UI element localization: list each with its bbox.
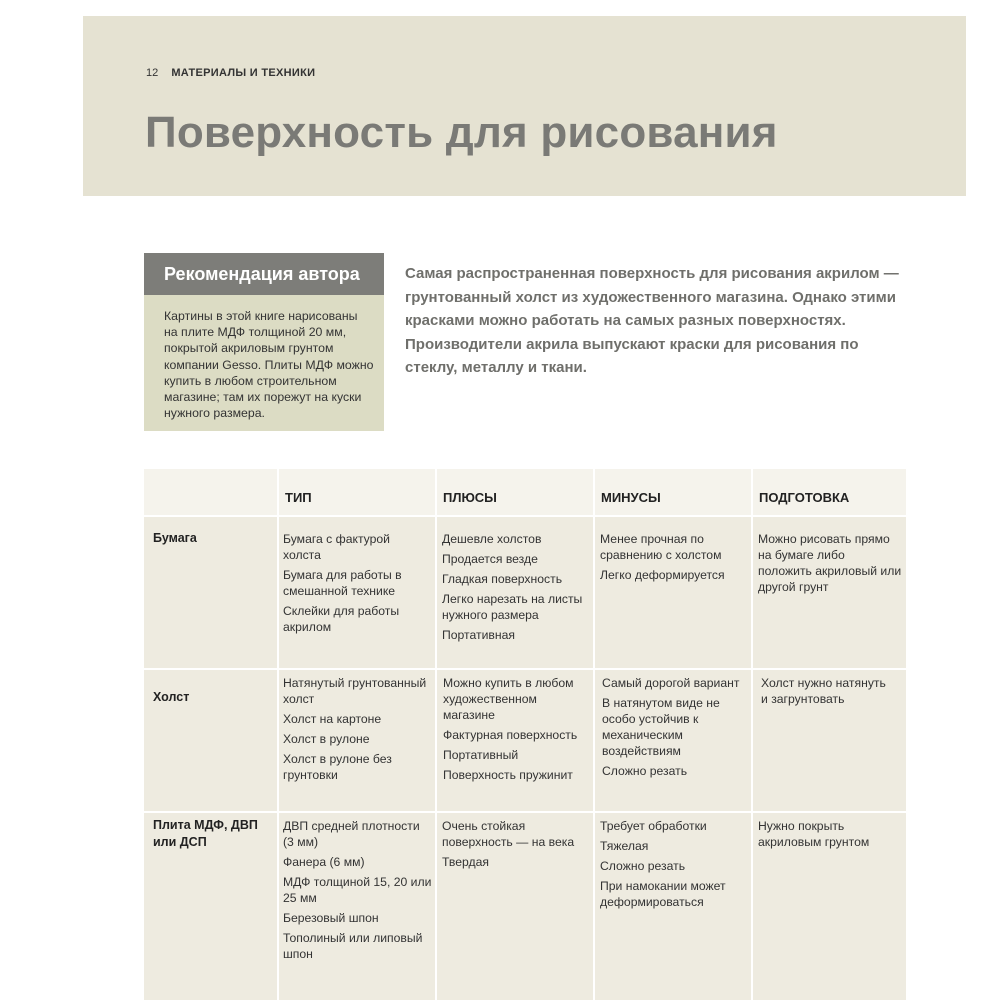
page-title: Поверхность для рисования [145,108,778,157]
surfaces-table [144,469,906,1000]
cell-paper-cons [600,531,740,587]
intro-paragraph: Самая распространенная поверхность для рисования акрилом — грунтованный холст из художественного магазина. Однако этими красками можно работать на самых разных поверхностях. Производители акрила выпускают краски для рисования по стеклу, металлу и ткани. [405,265,899,376]
running-head [146,67,315,79]
cell-canvas-prep [761,675,896,711]
list-item: Самый дорогой вариант [602,676,740,690]
list-item: Гладкая поверхность [442,572,563,586]
list-item: Тополиный или липовый шпон [283,931,423,961]
cell-board-pros [442,818,582,874]
list-item: МДФ толщиной 15, 20 или 25 мм [283,875,432,905]
row-label-board: Плита МДФ, ДВП или ДСП [153,818,258,849]
recommendation-text: Картины в этой книге нарисованы на плите МДФ толщиной 20 мм, покрытой акриловым грунтом компании Gesso. Плиты МДФ можно купить в любом строительном магазине; там их порежут на куски нужного размера. [164,309,374,421]
cell-paper-pros [442,531,590,647]
list-item: Можно рисовать прямо на бумаге либо положить акриловый или другой грунт [758,532,902,594]
col-divider [751,469,753,1000]
list-item: Поверхность пружинит [443,768,573,782]
list-item: Фактурная поверхность [443,728,578,742]
cell-canvas-type [283,675,431,787]
cell-canvas-cons [602,675,742,783]
list-item: В натянутом виде не особо устойчив к механическим воздействиям [602,696,720,758]
list-item: Сложно резать [602,764,688,778]
list-item: Натянутый грунтованный холст [283,676,427,706]
col-divider [277,469,279,1000]
list-item: Склейки для работы акрилом [283,604,400,634]
cell-board-type [283,818,433,966]
list-item: Портативный [443,748,519,762]
list-item: Твердая [442,855,490,869]
list-item: Нужно покрыть акриловым грунтом [758,819,870,849]
cell-board-cons [600,818,740,914]
cell-paper-type [283,531,431,639]
cell-board-prep [758,818,888,854]
row-divider [144,811,906,813]
author-recommendation-box [144,253,384,431]
page-number: 12 [146,67,159,79]
list-item: Холст в рулоне без грунтовки [283,752,392,782]
list-item: Фанера (6 мм) [283,855,365,869]
list-item: Легко нарезать на листы нужного размера [442,592,583,622]
cell-canvas-pros [443,675,591,787]
list-item: Бумага с фактурой холста [283,532,390,562]
row-divider [144,515,906,517]
list-item: Бумага для работы в смешанной технике [283,568,402,598]
list-item: Холст на картоне [283,712,382,726]
row-label-paper: Бумага [153,531,197,545]
list-item: Можно купить в любом художественном магазине [443,676,574,722]
section-title: МАТЕРИАЛЫ И ТЕХНИКИ [171,67,316,79]
list-item: Продается везде [442,552,538,566]
col-header-pros: ПЛЮСЫ [437,469,593,515]
list-item: Дешевле холстов [442,532,542,546]
col-divider [435,469,437,1000]
list-item: ДВП средней плотности (3 мм) [283,819,420,849]
list-item: Очень стойкая поверхность — на века [442,819,575,849]
row-label-canvas: Холст [153,690,190,704]
header-corner [144,469,277,515]
list-item: Холст нужно натянуть и загрунтовать [761,676,886,706]
list-item: Требует обработки [600,819,707,833]
list-item: Легко деформируется [600,568,725,582]
list-item: Холст в рулоне [283,732,370,746]
list-item: Березовый шпон [283,911,379,925]
list-item: Менее прочная по сравнению с холстом [600,532,722,562]
col-header-type: ТИП [279,469,435,515]
header-band [83,16,966,196]
list-item: При намокании может деформироваться [600,879,726,909]
cell-paper-prep [758,531,902,599]
recommendation-title: Рекомендация автора [144,253,384,295]
list-item: Тяжелая [600,839,649,853]
col-header-prep: ПОДГОТОВКА [753,469,906,515]
row-divider [144,668,906,670]
col-header-cons: МИНУСЫ [595,469,751,515]
list-item: Портативная [442,628,515,642]
list-item: Сложно резать [600,859,686,873]
col-divider [593,469,595,1000]
